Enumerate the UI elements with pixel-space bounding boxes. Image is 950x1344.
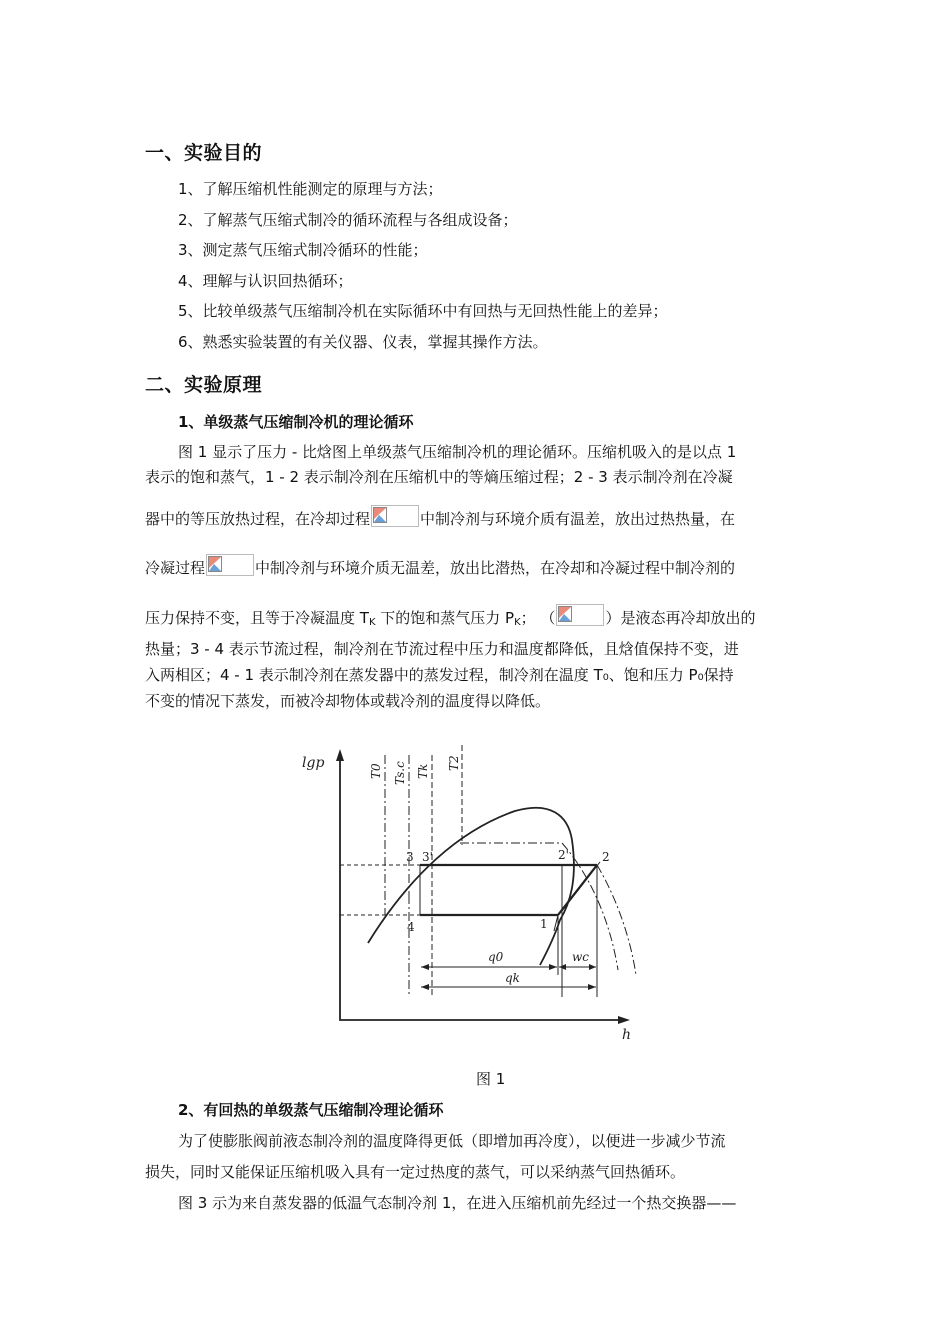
paragraph-line: 图 3 示为来自蒸发器的低温气态制冷剂 1，在进入压缩机前先经过一个热交换器—— [178, 1194, 737, 1212]
paragraph-line [145, 505, 735, 529]
purpose-item-6: 6、熟悉实验装置的有关仪器、仪表，掌握其操作方法。 [178, 333, 548, 351]
paragraph-line: 图 1 显示了压力 - 比焓图上单级蒸气压缩制冷机的理论循环。压缩机吸入的是以点 1 [178, 443, 737, 461]
y-arrow [336, 749, 344, 761]
purpose-item-2: 2、了解蒸气压缩式制冷的循环流程与各组成设备； [178, 211, 518, 229]
point-4: 4 [407, 920, 415, 934]
text-span: 器中的等压放热过程，在冷却过程 [145, 510, 371, 528]
text-span: 冷凝过程 [145, 559, 206, 577]
tsc-label: Ts.c [393, 761, 407, 785]
isotherm-1 [460, 843, 618, 970]
purpose-item-3: 3、测定蒸气压缩式制冷循环的性能； [178, 241, 428, 259]
paragraph-line [145, 604, 755, 628]
isotherm-2 [597, 865, 636, 975]
y-axis-label: lgp [302, 755, 325, 771]
tk-label: Tk [416, 763, 430, 779]
text-span: ； （ [520, 609, 556, 627]
figure-caption: 图 1 [476, 1070, 506, 1088]
x-axis-label: h [622, 1027, 632, 1043]
section-title-purpose: 一、实验目的 [145, 142, 263, 164]
purpose-item-4: 4、理解与认识回热循环； [178, 272, 353, 290]
point-1: 1 [540, 917, 548, 931]
paragraph-line: 不变的情况下蒸发，而被冷却物体或载冷剂的温度得以降低。 [145, 692, 551, 710]
text-span: 下的饱和蒸气压力 P [375, 609, 515, 627]
text-span: ）是液态再冷却放出的 [605, 609, 756, 627]
paragraph-line: 热量；3 - 4 表示节流过程，制冷剂在节流过程中压力和温度都降低，且焓值保持不变，进 [145, 640, 739, 658]
paragraph-line: 损失，同时又能保证压缩机吸入具有一定过热度的蒸气，可以采纳蒸气回热循环。 [145, 1163, 686, 1181]
paragraph-line: 表示的饱和蒸气，1 - 2 表示制冷剂在压缩机中的等熵压缩过程；2 - 3 表示制冷剂在冷凝 [145, 468, 733, 486]
t2-label: T2 [447, 755, 461, 771]
t0-label: T0 [369, 763, 383, 779]
qk-label: qk [505, 971, 520, 985]
saturation-curve [368, 808, 574, 965]
text-span: 中制冷剂与环境介质有温差，放出过热热量，在 [420, 510, 736, 528]
subsection-title-1: 1、单级蒸气压缩制冷机的理论循环 [178, 413, 414, 431]
compression-guide [554, 862, 600, 931]
subsection-title-2: 2、有回热的单级蒸气压缩制冷理论循环 [178, 1101, 444, 1119]
point-2-prime: 2' [558, 848, 569, 862]
purpose-item-1: 1、了解压缩机性能测定的原理与方法； [178, 180, 443, 198]
subscript: K [514, 617, 521, 628]
point-3: 3 [406, 850, 414, 864]
compression-line [558, 865, 597, 915]
lgp-h-diagram [300, 735, 650, 1050]
broken-image-icon [556, 604, 604, 626]
section-title-principle: 二、实验原理 [145, 374, 263, 396]
x-arrow [618, 1016, 630, 1024]
broken-image-icon [371, 505, 419, 527]
wc-label: wc [572, 950, 589, 964]
subscript: K [368, 617, 376, 628]
paragraph-line: 为了使膨胀阀前液态制冷剂的温度降得更低（即增加再冷度），以便进一步减少节流 [178, 1132, 726, 1150]
q0-label: q0 [488, 950, 504, 964]
broken-image-icon [206, 554, 254, 576]
paragraph-line [145, 554, 735, 578]
text-span: 中制冷剂与环境介质无温差，放出比潜热，在冷却和冷凝过程中制冷剂的 [255, 559, 736, 577]
paragraph-line: 入两相区；4 - 1 表示制冷剂在蒸发器中的蒸发过程，制冷剂在温度 T₀、饱和压力 P₀保持 [145, 666, 734, 684]
text-span: 压力保持不变，且等于冷凝温度 T [145, 609, 369, 627]
purpose-item-5: 5、比较单级蒸气压缩制冷机在实际循环中有回热与无回热性能上的差异； [178, 302, 668, 320]
point-3-prime: 3' [422, 850, 433, 864]
point-2: 2 [602, 850, 610, 864]
